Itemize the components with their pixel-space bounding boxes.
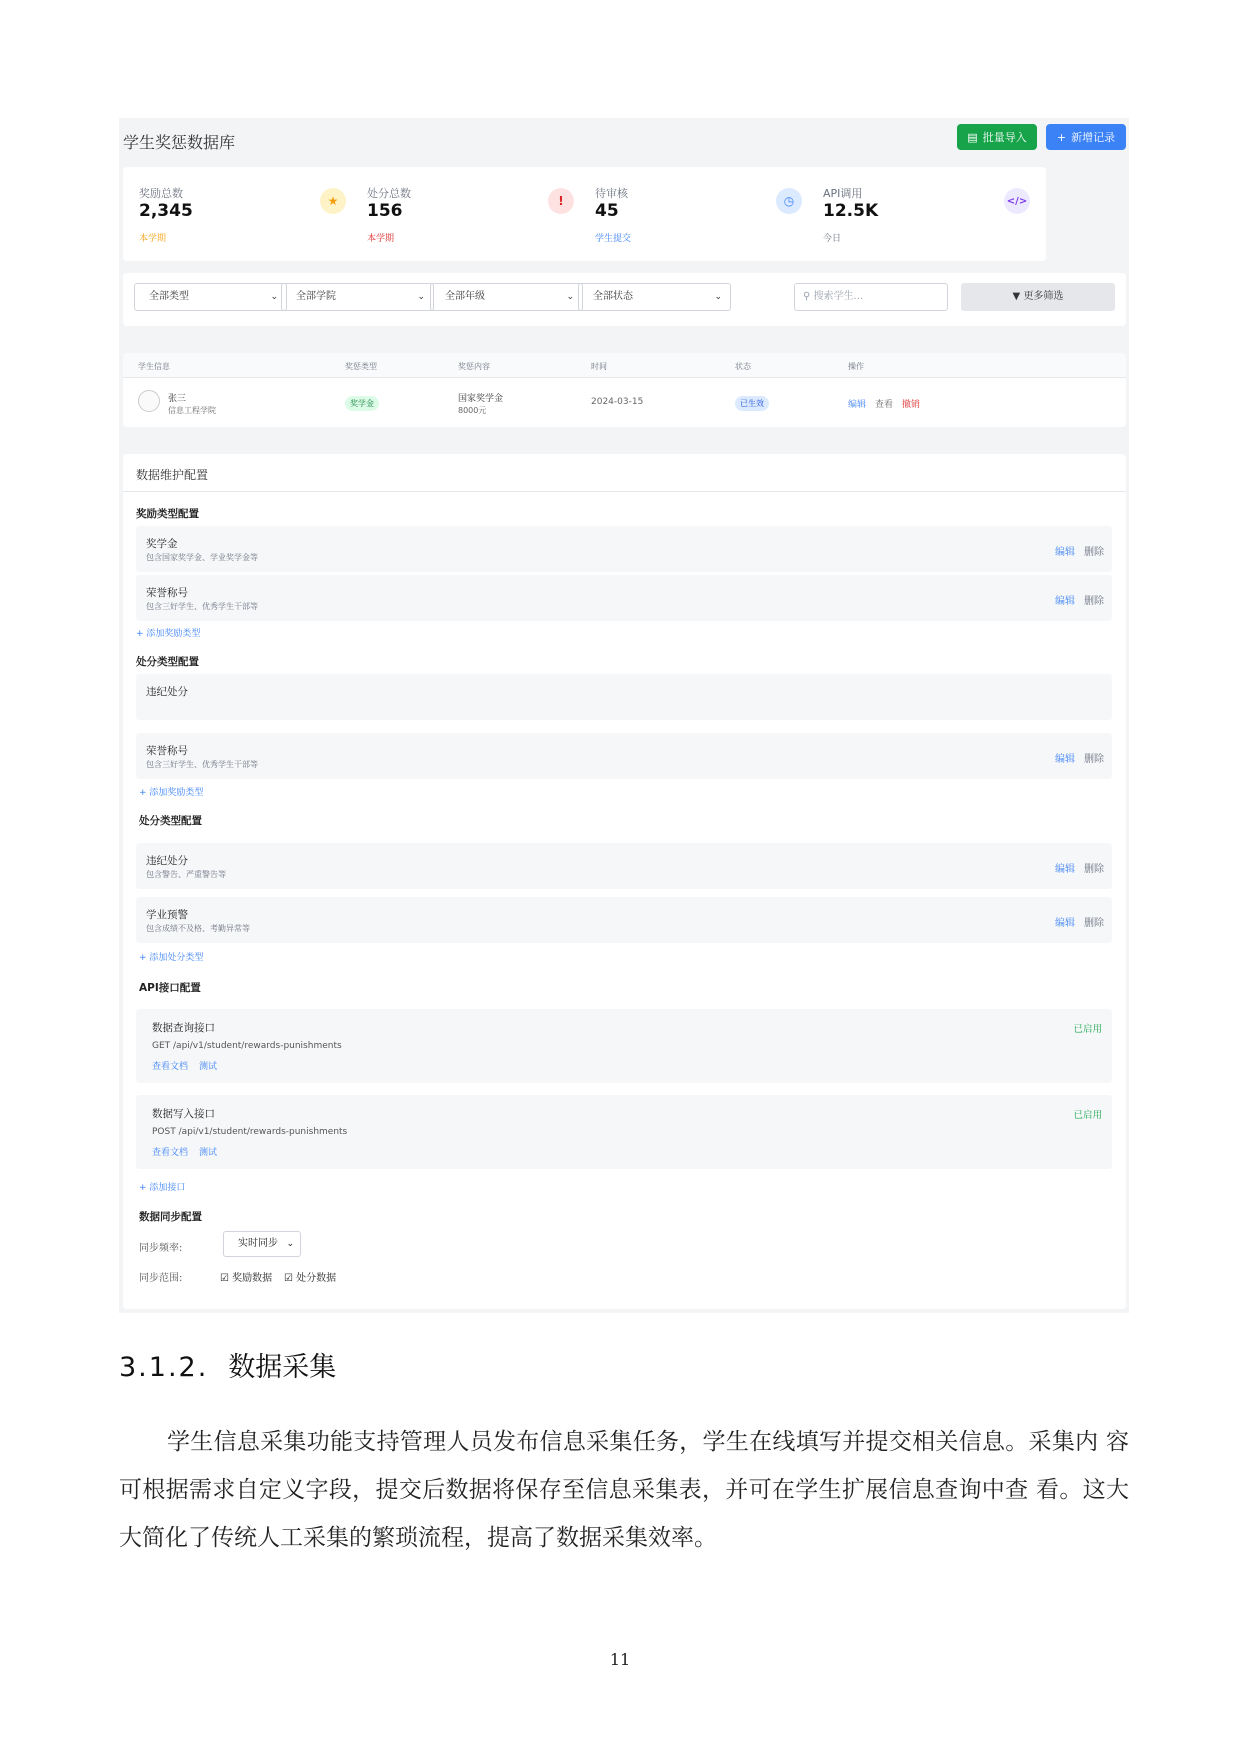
api-endpoint: POST /api/v1/student/rewards-punishments [152, 1127, 348, 1137]
stat-card-api [807, 167, 1046, 261]
list-item [136, 674, 1112, 720]
type-select-value: 全部类型 [149, 291, 189, 302]
column-header: 时间 [591, 362, 607, 371]
column-header: 奖惩内容 [458, 362, 490, 371]
filter-bar [123, 273, 1126, 326]
section-heading [119, 1345, 336, 1384]
config-panel [123, 454, 1126, 723]
add-punish-type-link[interactable]: + 添加处分类型 [139, 953, 204, 963]
batch-import-button[interactable] [957, 124, 1037, 150]
new-record-button[interactable] [1046, 124, 1126, 150]
item-name: 荣誉称号 [146, 587, 188, 599]
delete-link[interactable]: 删除 [1084, 754, 1104, 765]
stat-label: 处分总数 [367, 187, 411, 200]
more-filters-label: 更多筛选 [1023, 291, 1064, 302]
file-icon: ▤ [967, 130, 978, 144]
list-item [136, 733, 1112, 779]
sync-section-title: 数据同步配置 [139, 1211, 202, 1223]
item-desc: 包含成绩不及格、考勤异常等 [146, 924, 250, 933]
edit-link[interactable]: 编辑 [1055, 547, 1075, 558]
delete-link[interactable]: 删除 [1084, 596, 1104, 607]
test-link[interactable]: 测试 [199, 1148, 218, 1158]
stat-card-rewards [123, 167, 362, 261]
batch-import-label: 批量导入 [982, 131, 1027, 144]
list-item [136, 575, 1112, 621]
search-input[interactable] [794, 283, 948, 311]
avatar [138, 390, 160, 412]
status-select-value: 全部状态 [593, 291, 633, 302]
award-icon: ★ [320, 188, 346, 214]
config-panel-continued [123, 723, 1126, 1309]
punish-data-checkbox[interactable] [284, 1269, 336, 1284]
view-link[interactable]: 查看 [875, 400, 894, 410]
stat-value: 2,345 [139, 201, 193, 221]
chevron-down-icon: ⌄ [714, 292, 722, 302]
grade-select-value: 全部年级 [445, 291, 485, 302]
stat-label: 奖励总数 [139, 187, 183, 200]
stat-label: 待审核 [595, 187, 628, 200]
plus-icon: + [1056, 130, 1067, 144]
delete-link[interactable]: 删除 [1084, 864, 1104, 875]
add-api-link[interactable]: + 添加接口 [139, 1183, 186, 1193]
list-item [136, 897, 1112, 943]
search-placeholder: 搜索学生... [813, 291, 864, 302]
grade-select[interactable] [430, 283, 583, 311]
stat-sub: 本学期 [367, 234, 395, 244]
item-name: 学业预警 [146, 909, 188, 921]
item-name: 荣誉称号 [146, 745, 188, 757]
search-icon: ⚲ [803, 291, 811, 302]
stat-card-pending [579, 167, 818, 261]
screenshot-top [119, 118, 1129, 723]
stat-sub: 本学期 [139, 234, 167, 244]
api-section-title: API接口配置 [139, 982, 201, 994]
column-header: 奖惩类型 [345, 362, 377, 371]
status-badge: 已生效 [735, 396, 769, 411]
config-title: 数据维护配置 [136, 468, 209, 482]
page-number: 11 [609, 1650, 631, 1669]
sync-frequency-value: 实时同步 [238, 1238, 278, 1249]
edit-link[interactable]: 编辑 [1055, 754, 1075, 765]
code-icon: </> [1004, 188, 1030, 214]
sync-scope-label: 同步范围: [139, 1273, 183, 1284]
column-header: 学生信息 [138, 362, 170, 371]
punish-section-title: 处分类型配置 [136, 656, 199, 668]
revoke-link[interactable]: 撤销 [902, 400, 921, 410]
list-item [136, 843, 1112, 889]
item-name: 违纪处分 [146, 686, 188, 698]
section-title: 数据采集 [228, 1352, 337, 1383]
item-desc: 包含三好学生、优秀学生干部等 [146, 760, 258, 769]
edit-link[interactable]: 编辑 [1055, 596, 1075, 607]
api-endpoint: GET /api/v1/student/rewards-punishments [152, 1041, 342, 1051]
status-select[interactable] [578, 283, 731, 311]
stat-value: 12.5K [823, 201, 879, 221]
chevron-down-icon: ⌄ [417, 292, 425, 302]
college-select-value: 全部学院 [296, 291, 336, 302]
reward-content: 国家奖学金 [458, 394, 504, 404]
sync-frequency-label: 同步频率: [139, 1243, 183, 1254]
delete-link[interactable]: 删除 [1084, 547, 1104, 558]
delete-link[interactable]: 删除 [1084, 918, 1104, 929]
reward-section-title: 奖励类型配置 [136, 508, 199, 520]
column-header: 操作 [848, 362, 864, 371]
add-reward-type-link[interactable]: + 添加奖励类型 [139, 788, 204, 798]
table-header [123, 353, 1126, 378]
stat-sub: 学生提交 [595, 234, 632, 244]
checkbox-checked-icon: ☑ [220, 1273, 229, 1284]
item-desc: 包含警告、严重警告等 [146, 870, 226, 879]
chevron-down-icon: ⌄ [270, 292, 278, 302]
stat-sub: 今日 [823, 234, 842, 244]
item-name: 违纪处分 [146, 855, 188, 867]
screenshot-bottom [119, 723, 1129, 1313]
stat-value: 156 [367, 201, 403, 221]
section-number: 3.1.2. [119, 1352, 209, 1383]
student-name: 张三 [168, 394, 187, 404]
item-desc: 包含三好学生、优秀学生干部等 [146, 602, 258, 611]
checkbox-checked-icon: ☑ [284, 1273, 293, 1284]
item-name: 奖学金 [146, 538, 178, 550]
api-card [136, 1009, 1112, 1083]
checkbox-label: 处分数据 [296, 1273, 337, 1284]
stat-card-punishments [351, 167, 590, 261]
test-link[interactable]: 测试 [199, 1062, 218, 1072]
list-item [136, 526, 1112, 572]
api-card [136, 1095, 1112, 1169]
punish-section-title: 处分类型配置 [139, 815, 202, 827]
chevron-down-icon: ⌄ [286, 1239, 294, 1249]
view-docs-link[interactable]: 查看文档 [152, 1062, 189, 1072]
app-title: 学生奖惩数据库 [123, 133, 236, 152]
filter-icon: ▼ [1012, 291, 1021, 302]
sync-frequency-select[interactable] [223, 1231, 301, 1257]
type-select[interactable] [134, 283, 287, 311]
column-header: 状态 [735, 362, 751, 371]
college-select[interactable] [281, 283, 434, 311]
chevron-down-icon: ⌄ [566, 292, 574, 302]
type-badge: 奖学金 [345, 396, 379, 411]
api-status: 已启用 [1073, 1110, 1102, 1121]
clock-icon: ◷ [776, 188, 802, 214]
more-filters-button[interactable] [961, 283, 1115, 311]
item-desc: 包含国家奖学金、学业奖学金等 [146, 553, 258, 562]
records-table [123, 353, 1126, 427]
edit-link[interactable]: 编辑 [1055, 864, 1075, 875]
edit-link[interactable]: 编辑 [1055, 918, 1075, 929]
alert-icon: ! [548, 188, 574, 214]
view-docs-link[interactable]: 查看文档 [152, 1148, 189, 1158]
stat-value: 45 [595, 201, 619, 221]
body-paragraph: 学生信息采集功能支持管理人员发布信息采集任务，学生在线填写并提交相关信息。采集内 容可根据需求自定义字段，提交后数据将保存至信息采集表，并可在学生扩展信息查询中查 看。这大大简化了传统人工采集的繁琐流程，提高了数据采集效率。 [119, 1429, 1129, 1551]
reward-data-checkbox[interactable] [220, 1269, 272, 1284]
record-date: 2024-03-15 [591, 397, 644, 407]
api-name: 数据查询接口 [152, 1022, 215, 1034]
new-record-label: 新增记录 [1071, 131, 1116, 144]
student-college: 信息工程学院 [168, 406, 216, 415]
stat-label: API调用 [823, 187, 863, 200]
reward-amount: 8000元 [458, 406, 487, 415]
config-header [123, 454, 1126, 492]
edit-link[interactable]: 编辑 [848, 400, 867, 410]
api-name: 数据写入接口 [152, 1108, 215, 1120]
api-status: 已启用 [1073, 1024, 1102, 1035]
add-reward-type-link[interactable]: + 添加奖励类型 [136, 629, 201, 639]
checkbox-label: 奖励数据 [232, 1273, 273, 1284]
